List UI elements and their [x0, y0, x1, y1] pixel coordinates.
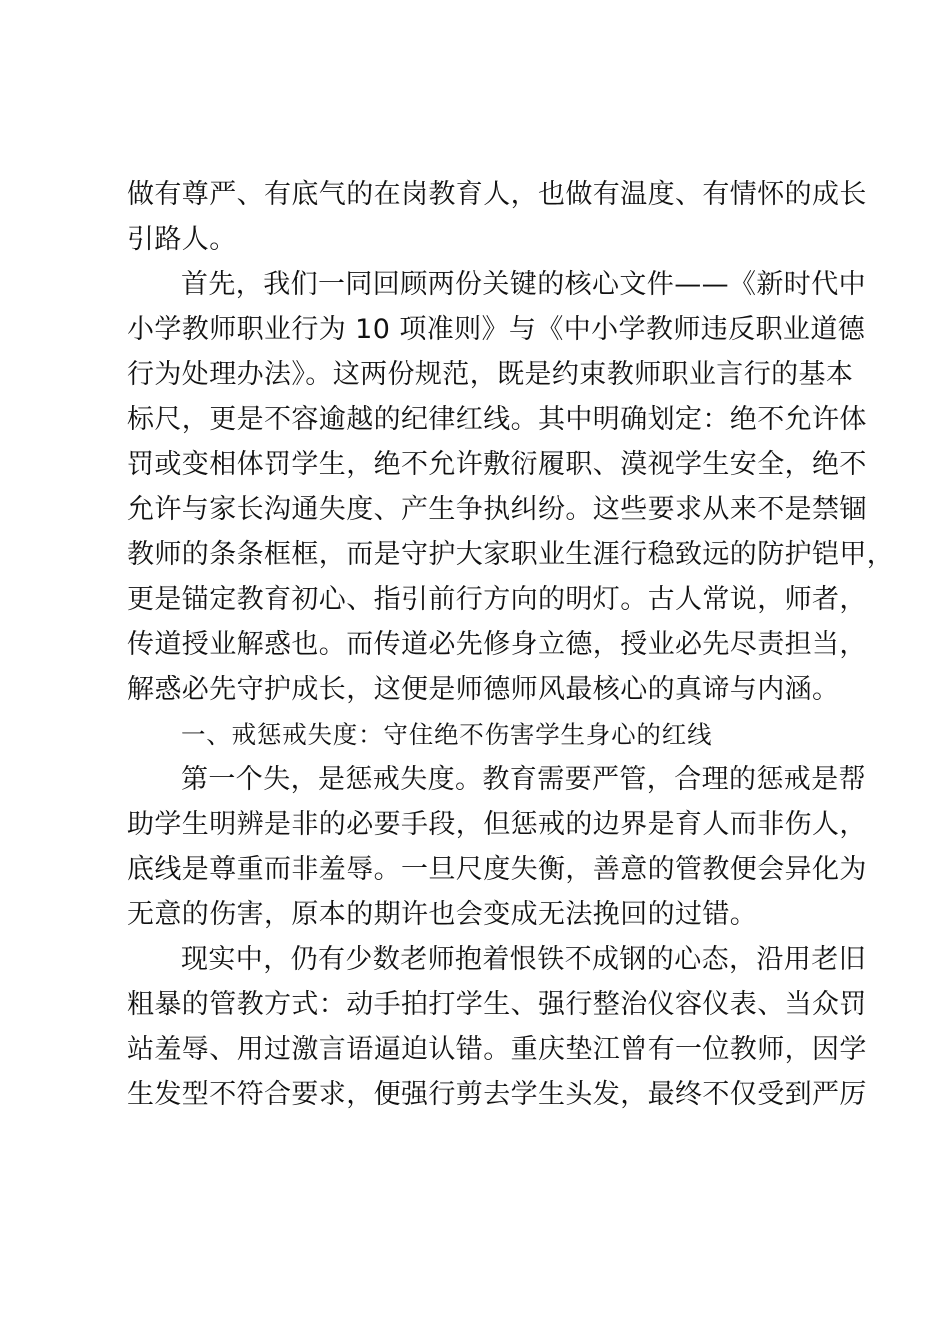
paragraph-line-21: 生发型不符合要求，便强行剪去学生头发，最终不仅受到严厉 [127, 1079, 867, 1110]
paragraph-line-4: 小学教师职业行为 10 项准则》与《中小学教师违反职业道德 [127, 314, 866, 345]
paragraph-line-20: 站羞辱、用过激言语逼迫认错。重庆垫江曾有一位教师，因学 [127, 1034, 867, 1065]
paragraph-line-10: 更是锚定教育初心、指引前行方向的明灯。古人常说，师者， [127, 584, 867, 615]
paragraph-line-8: 允许与家长沟通失度、产生争执纠纷。这些要求从来不是禁锢 [127, 494, 867, 525]
paragraph-line-19: 粗暴的管教方式：动手拍打学生、强行整治仪容仪表、当众罚 [127, 989, 867, 1020]
paragraph-line-18: 现实中，仍有少数老师抱着恨铁不成钢的心态，沿用老旧 [181, 944, 866, 975]
paragraph-line-9: 教师的条条框框，而是守护大家职业生涯行稳致远的防护铠甲， [127, 539, 895, 570]
paragraph-line-6: 标尺，更是不容逾越的纪律红线。其中明确划定：绝不允许体 [127, 404, 867, 435]
document-body [127, 172, 895, 1117]
paragraph-line-11: 传道授业解惑也。而传道必先修身立德，授业必先尽责担当， [127, 629, 867, 660]
paragraph-line-15: 助学生明辨是非的必要手段，但惩戒的边界是育人而非伤人， [127, 809, 867, 840]
paragraph-line-1: 做有尊严、有底气的在岗教育人，也做有温度、有情怀的成长 [127, 179, 867, 210]
paragraph-line-12: 解惑必先守护成长，这便是师德师风最核心的真谛与内涵。 [127, 674, 840, 705]
paragraph-line-17: 无意的伤害，原本的期许也会变成无法挽回的过错。 [127, 899, 758, 930]
paragraph-line-2: 引路人。 [127, 224, 237, 255]
paragraph-line-16: 底线是尊重而非羞辱。一旦尺度失衡，善意的管教便会异化为 [127, 854, 867, 885]
paragraph-line-7: 罚或变相体罚学生，绝不允许敷衍履职、漠视学生安全，绝不 [127, 449, 867, 480]
paragraph-line-5: 行为处理办法》。这两份规范，既是约束教师职业言行的基本 [127, 359, 854, 390]
paragraph-line-3: 首先，我们一同回顾两份关键的核心文件——《新时代中 [181, 269, 866, 300]
section-heading: 一、戒惩戒失度：守住绝不伤害学生身心的红线 [181, 720, 713, 749]
paragraph-line-14: 第一个失，是惩戒失度。教育需要严管，合理的惩戒是帮 [181, 764, 866, 795]
